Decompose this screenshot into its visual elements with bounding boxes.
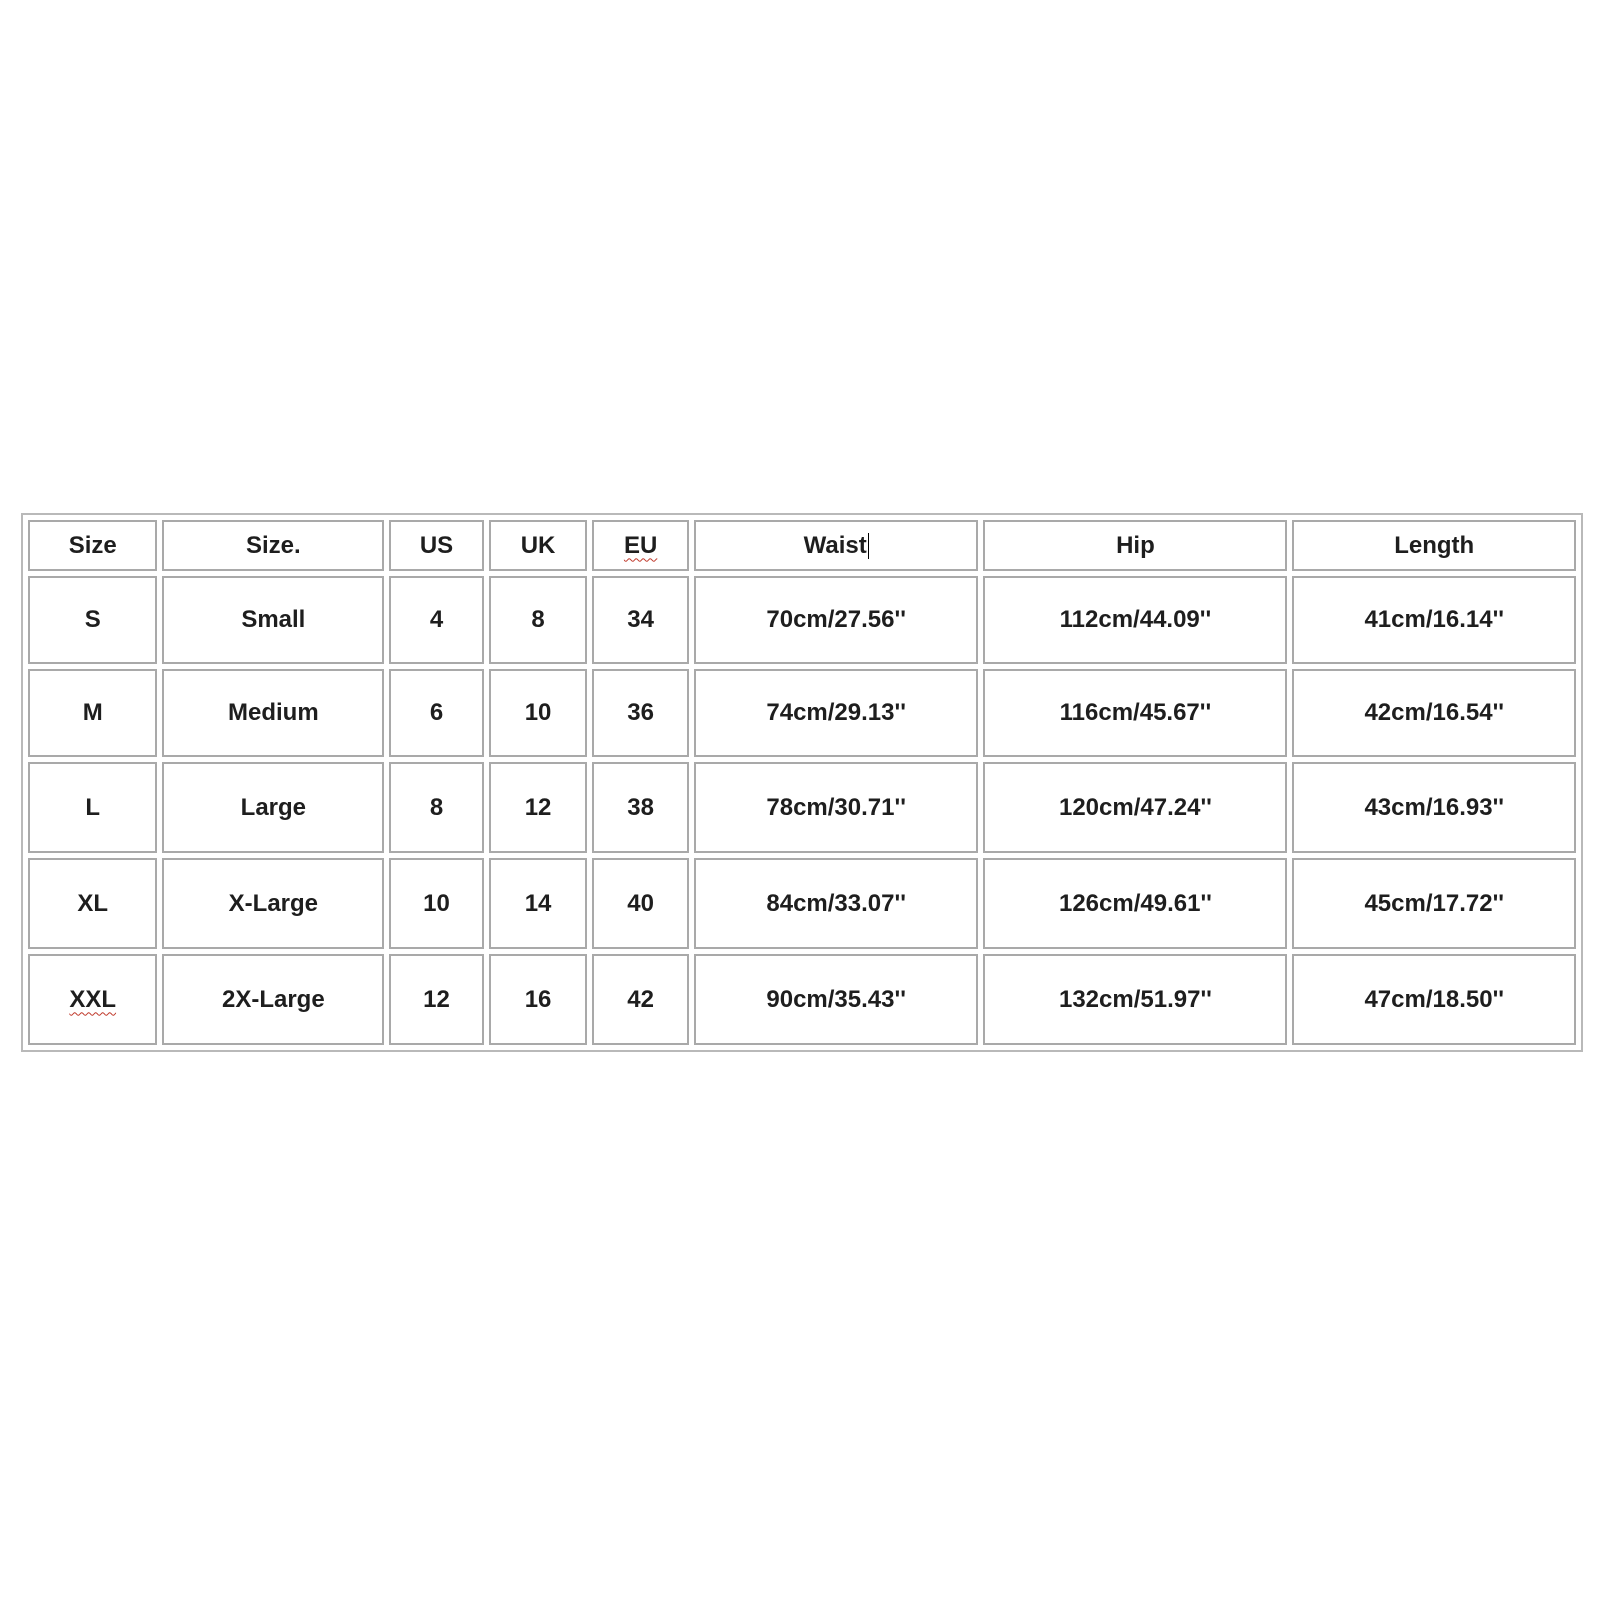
cell-hip: 132cm/51.97'' [983, 954, 1287, 1045]
cell-eu: 40 [592, 858, 689, 949]
cell-hip: 112cm/44.09'' [983, 576, 1287, 664]
cell-length: 45cm/17.72'' [1292, 858, 1576, 949]
cell-size: S [28, 576, 157, 664]
cell-length: 43cm/16.93'' [1292, 762, 1576, 853]
text-cursor [868, 533, 869, 559]
cell-us: 6 [389, 669, 483, 757]
cell-eu: 42 [592, 954, 689, 1045]
cell-length: 42cm/16.54'' [1292, 669, 1576, 757]
cell-uk: 10 [489, 669, 588, 757]
header-cell-waist: Waist [694, 520, 979, 571]
header-cell-size-name: Size. [162, 520, 384, 571]
table-row [28, 576, 1576, 664]
cell-eu: 36 [592, 669, 689, 757]
cell-waist: 84cm/33.07'' [694, 858, 979, 949]
cell-length: 41cm/16.14'' [1292, 576, 1576, 664]
cell-us: 4 [389, 576, 483, 664]
table-row [28, 858, 1576, 949]
cell-uk: 12 [489, 762, 588, 853]
cell-waist: 70cm/27.56'' [694, 576, 979, 664]
cell-size: XXL [28, 954, 157, 1045]
cell-size: XL [28, 858, 157, 949]
cell-hip: 116cm/45.67'' [983, 669, 1287, 757]
table-row [28, 762, 1576, 853]
header-cell-eu: EU [592, 520, 689, 571]
cell-us: 10 [389, 858, 483, 949]
cell-hip: 126cm/49.61'' [983, 858, 1287, 949]
header-cell-uk: UK [489, 520, 588, 571]
cell-size-name: Medium [162, 669, 384, 757]
cell-size: M [28, 669, 157, 757]
header-cell-us: US [389, 520, 483, 571]
header-cell-size: Size [28, 520, 157, 571]
header-cell-hip: Hip [983, 520, 1287, 571]
cell-size-name: X-Large [162, 858, 384, 949]
cell-size-name: 2X-Large [162, 954, 384, 1045]
cell-waist: 78cm/30.71'' [694, 762, 979, 853]
cell-eu: 38 [592, 762, 689, 853]
cell-uk: 14 [489, 858, 588, 949]
cell-size-name: Large [162, 762, 384, 853]
cell-uk: 8 [489, 576, 588, 664]
cell-waist: 90cm/35.43'' [694, 954, 979, 1045]
cell-length: 47cm/18.50'' [1292, 954, 1576, 1045]
table-row [28, 954, 1576, 1045]
cell-us: 12 [389, 954, 483, 1045]
cell-size: L [28, 762, 157, 853]
table-row [28, 669, 1576, 757]
header-row [28, 520, 1576, 571]
cell-hip: 120cm/47.24'' [983, 762, 1287, 853]
cell-waist: 74cm/29.13'' [694, 669, 979, 757]
size-chart-table [21, 513, 1583, 1052]
header-cell-length: Length [1292, 520, 1576, 571]
cell-eu: 34 [592, 576, 689, 664]
cell-size-name: Small [162, 576, 384, 664]
cell-uk: 16 [489, 954, 588, 1045]
cell-us: 8 [389, 762, 483, 853]
